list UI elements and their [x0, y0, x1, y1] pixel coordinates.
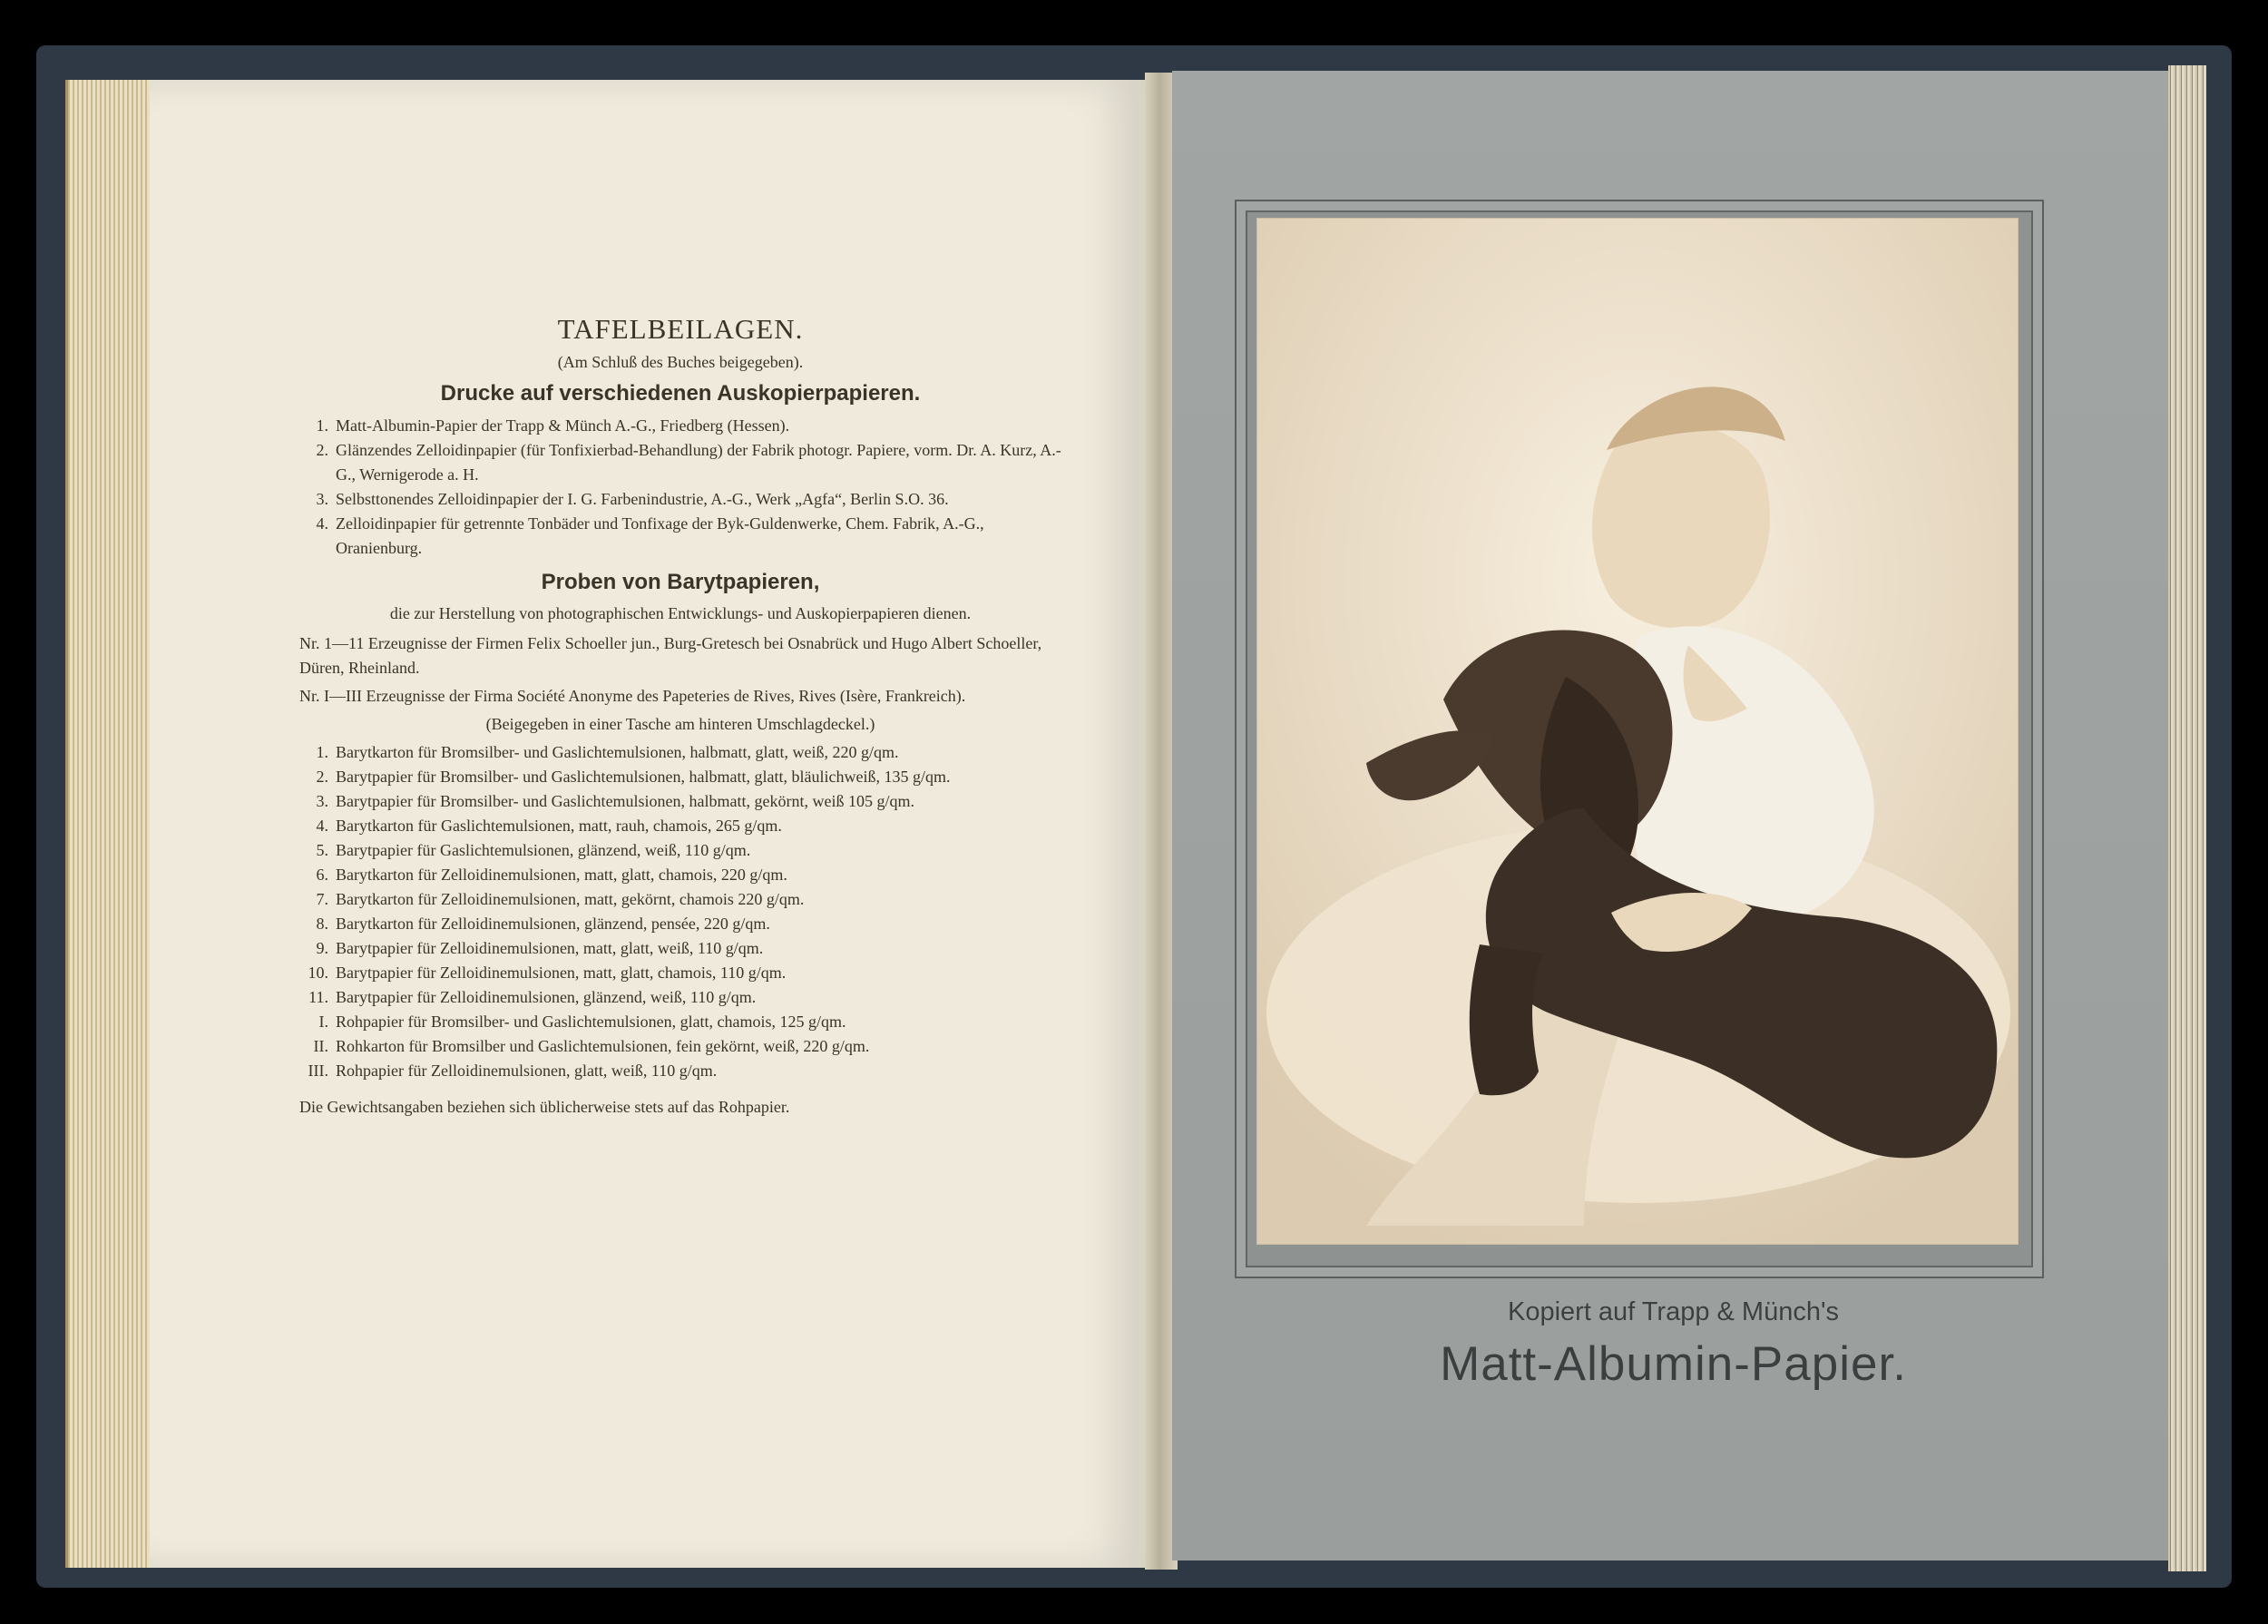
- list-item: [299, 414, 1061, 438]
- list-text: Barytpapier für Bromsilber- und Gaslichtemulsionen, halbmatt, gekörnt, weiß 105 g/qm.: [336, 792, 915, 810]
- prints-list: [299, 414, 1061, 561]
- list-item: [299, 512, 1061, 561]
- list-text: Rohpapier für Bromsilber- und Gaslichtemulsionen, glatt, chamois, 125 g/qm.: [336, 1013, 846, 1031]
- list-number: 11.: [308, 988, 328, 1006]
- manufacturer-note: Nr. 1—11 Erzeugnisse der Firmen Felix Schoeller jun., Burg-Gretesch bei Osnabrück und Hugo Albert Schoeller, Düren, Rheinland.: [299, 634, 1042, 677]
- list-item: [299, 789, 1061, 814]
- enclosure-note: (Beigegeben in einer Tasche am hinteren Umschlagdeckel.): [485, 715, 875, 733]
- list-text: Rohpapier für Zelloidinemulsionen, glatt, weiß, 110 g/qm.: [336, 1061, 718, 1080]
- list-number: 8.: [316, 915, 328, 933]
- section-description: die zur Herstellung von photographischen Entwicklungs- und Auskopierpapieren dienen.: [389, 604, 972, 622]
- list-number: 5.: [316, 841, 328, 859]
- list-number: 3.: [316, 490, 328, 508]
- list-number: 6.: [316, 866, 328, 884]
- list-item: [299, 1034, 1061, 1059]
- list-item: [299, 961, 1061, 985]
- list-text: Selbsttonendes Zelloidinpapier der I. G. Farbenindustrie, A.-G., Werk „Agfa“, Berlin S.O. 36.: [336, 490, 949, 508]
- left-page-text: [299, 313, 1061, 1117]
- list-text: Barytpapier für Gaslichtemulsionen, glänzend, weiß, 110 g/qm.: [336, 841, 751, 859]
- vintage-photo: [1256, 218, 2019, 1245]
- list-item: [299, 814, 1061, 838]
- list-number: 2.: [316, 441, 328, 459]
- baryt-list: [299, 740, 1061, 1083]
- list-text: Barytkarton für Bromsilber- und Gaslichtemulsionen, halbmatt, glatt, weiß, 220 g/qm.: [336, 743, 899, 761]
- list-text: Zelloidinpapier für getrennte Tonbäder und Tonfixage der Byk-Guldenwerke, Chem. Fabrik, A.-G., Oranienburg.: [336, 514, 984, 557]
- list-item: [299, 765, 1061, 789]
- child-head: [1592, 424, 1770, 628]
- list-text: Barytkarton für Zelloidinemulsionen, matt, gekörnt, chamois 220 g/qm.: [336, 890, 805, 908]
- list-text: Barytpapier für Zelloidinemulsionen, glänzend, weiß, 110 g/qm.: [336, 988, 757, 1006]
- child-with-dog-photo: [1257, 219, 2018, 1244]
- list-item: [299, 438, 1061, 487]
- list-number: 1.: [316, 743, 328, 761]
- list-number: 2.: [316, 768, 328, 786]
- list-item: [299, 740, 1061, 765]
- list-number: 9.: [316, 939, 328, 957]
- section-heading-baryt: Proben von Barytpapieren,: [541, 570, 820, 594]
- photo-caption-line1: Kopiert auf Trapp & Münch's: [1507, 1297, 1839, 1326]
- list-number: II.: [313, 1037, 328, 1055]
- page-footnote: Die Gewichtsangaben beziehen sich üblicherweise stets auf das Rohpapier.: [299, 1098, 790, 1116]
- list-number: 7.: [316, 890, 328, 908]
- list-item: [299, 985, 1061, 1010]
- list-item: [299, 487, 1061, 512]
- list-text: Rohkarton für Bromsilber und Gaslichtemulsionen, fein gekörnt, weiß, 220 g/qm.: [336, 1037, 870, 1055]
- list-item: [299, 838, 1061, 863]
- list-item: [299, 887, 1061, 912]
- photo-caption-line2: Matt-Albumin-Papier.: [1440, 1337, 1907, 1391]
- list-number: III.: [308, 1061, 328, 1080]
- list-text: Matt-Albumin-Papier der Trapp & Münch A.-G., Friedberg (Hessen).: [336, 416, 790, 435]
- list-text: Barytkarton für Gaslichtemulsionen, matt, rauh, chamois, 265 g/qm.: [336, 817, 782, 835]
- list-item: [299, 863, 1061, 887]
- list-item: [299, 936, 1061, 961]
- list-text: Glänzendes Zelloidinpapier (für Tonfixierbad-Behandlung) der Fabrik photogr. Papiere, vorm. Dr. A. Kurz, A.-G., Wernigerode a. H.: [336, 441, 1061, 484]
- list-item: [299, 1010, 1061, 1034]
- list-number: I.: [318, 1013, 328, 1031]
- section-heading-prints: Drucke auf verschiedenen Auskopierpapieren.: [440, 381, 921, 406]
- list-item: [299, 912, 1061, 936]
- dog-front-leg: [1470, 944, 1543, 1095]
- list-number: 4.: [316, 514, 328, 533]
- list-number: 1.: [316, 416, 328, 435]
- list-number: 3.: [316, 792, 328, 810]
- list-text: Barytpapier für Zelloidinemulsionen, matt, glatt, chamois, 110 g/qm.: [336, 964, 787, 982]
- list-item: [299, 1059, 1061, 1083]
- list-number: 10.: [308, 964, 328, 982]
- left-page-edges: [65, 80, 159, 1568]
- list-text: Barytpapier für Zelloidinemulsionen, matt, glatt, weiß, 110 g/qm.: [336, 939, 764, 957]
- page-subtitle: (Am Schluß des Buches beigegeben).: [557, 353, 804, 371]
- list-text: Barytkarton für Zelloidinemulsionen, glänzend, pensée, 220 g/qm.: [336, 915, 770, 933]
- page-title: TAFELBEILAGEN.: [557, 313, 804, 345]
- manufacturer-note: Nr. I—III Erzeugnisse der Firma Société Anonyme des Papeteries de Rives, Rives (Isère, Frankreich).: [299, 687, 966, 705]
- list-number: 4.: [316, 817, 328, 835]
- list-text: Barytpapier für Bromsilber- und Gaslichtemulsionen, halbmatt, glatt, bläulichweiß, 135 g/qm.: [336, 768, 951, 786]
- list-text: Barytkarton für Zelloidinemulsionen, matt, glatt, chamois, 220 g/qm.: [336, 866, 787, 884]
